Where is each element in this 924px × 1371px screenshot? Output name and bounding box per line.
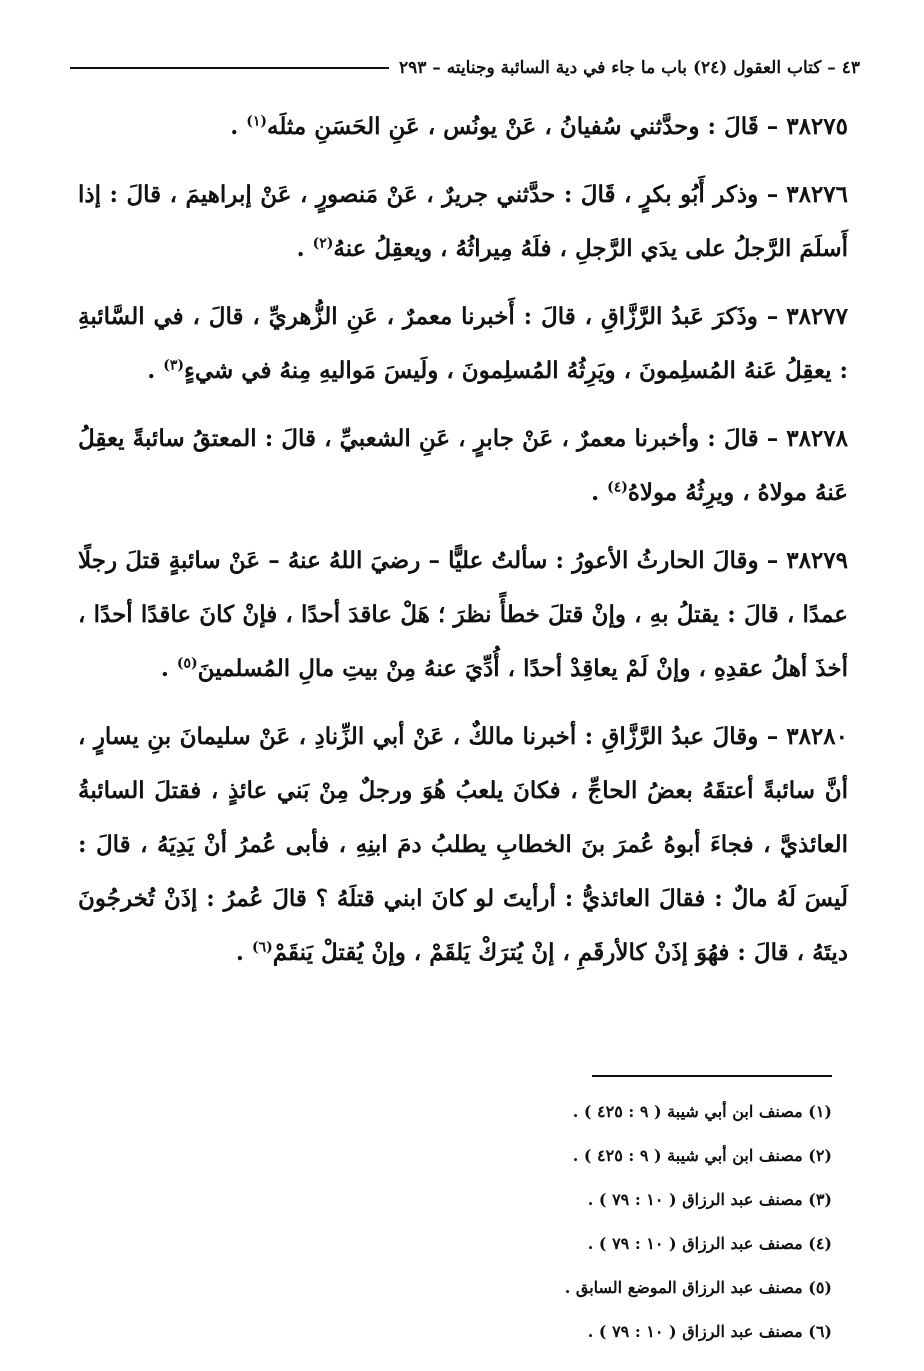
hadith-number: ٣٨٢٧٩: [786, 547, 848, 574]
header-title: ٤٣ – كتاب العقول (٢٤) باب ما جاء في دية السائبة وجنايته – ٢٩٣: [398, 58, 860, 78]
footnote-1: (١) مصنف ابن أبي شيبة ( ٩ : ٤٢٥ ) .: [572, 1102, 832, 1121]
hadith-38277: [78, 290, 848, 398]
footnote-ref: (١): [246, 113, 267, 130]
footnote-ref: (٢): [312, 235, 334, 252]
footnote-4: (٤) مصنف عبد الرزاق ( ١٠ : ٧٩ ) .: [587, 1234, 832, 1253]
hadith-text: – وذكر أَبُو بكرٍ ، قَالَ : حدَّثني جريرٌ ، عَنْ مَنصورٍ ، عَنْ إبراهيمَ ، قالَ : إذا أَسلَمَ الرَّجلُ على يدَي الرَّجلِ ، فلَهُ مِيراثُهُ ، ويعقِلُ عنهُ: [78, 181, 848, 262]
hadith-end: .: [230, 113, 247, 140]
footnote-5: (٥) مصنف عبد الرزاق الموضع السابق .: [564, 1278, 832, 1297]
footnote-ref: (٦): [251, 939, 273, 956]
hadith-number: ٣٨٢٧٨: [786, 425, 848, 452]
running-header: [70, 38, 860, 78]
hadith-number: ٣٨٢٧٦: [786, 181, 848, 208]
hadith-38275: [78, 100, 848, 154]
hadith-text: – قَالَ : وحدَّثني سُفيانُ ، عَنْ يونُس ، عَنِ الحَسَنِ مثلَه: [266, 113, 779, 140]
footnote-6: (٦) مصنف عبد الرزاق ( ١٠ : ٧٩ ) .: [587, 1322, 832, 1341]
hadith-38276: [78, 168, 848, 276]
hadith-38280: [78, 710, 848, 980]
hadith-end: .: [235, 939, 252, 966]
footnote-ref: (٤): [607, 479, 628, 496]
hadith-number: ٣٨٢٧٧: [786, 303, 848, 330]
hadith-text: – وقالَ عبدُ الرَّزَّاقِ : أخبرنا مالكٌ ، عَنْ أبي الزِّنادِ ، عَنْ سليمانَ بنِ يسارٍ ، أنَّ سائبةً أعتقَهُ بعضُ الحاجِّ ، فكانَ يلعبُ هُوَ ورجلٌ مِنْ بَني عائذٍ ، فقتلَ السائبةُ العائذيَّ ، فجاءَ أبوهُ عُمرَ بنَ الخطابِ يطلبُ دمَ ابنِهِ ، فأبى عُمرُ أنْ يَدِيَهُ ، قالَ : لَيسَ لَهُ مالٌ : فقالَ العائذيُّ : أرأيتَ لو كانَ ابني قتلَهُ ؟ قالَ عُمرُ : إذَنْ تُخرجُونَ ديتَهُ ، قالَ : فهُوَ إذَنْ كالأرقَمِ ، إنْ يُترَكْ يَلقَمْ ، وإنْ يُقتلْ يَنقَمْ: [78, 723, 848, 966]
header-rule: [70, 67, 389, 69]
hadith-number: ٣٨٢٧٥: [786, 113, 848, 140]
main-text: [78, 100, 848, 994]
hadith-38279: [78, 534, 848, 696]
footnote-ref: (٣): [163, 357, 185, 374]
hadith-number: ٣٨٢٨٠: [786, 723, 848, 750]
footnote-ref: (٥): [176, 655, 198, 672]
footnote-3: (٣) مصنف عبد الرزاق ( ١٠ : ٧٩ ) .: [587, 1190, 832, 1209]
footnote-separator: [592, 1075, 832, 1077]
hadith-end: .: [296, 235, 313, 262]
footnotes: [272, 1090, 832, 1354]
hadith-text: – وقالَ الحارثُ الأعورُ : سألتُ عليًّا – رضيَ اللهُ عنهُ – عَنْ سائبةٍ قتلَ رجلًا عمدًا ، قالَ : يقتلُ بهِ ، وإنْ قتلَ خطأً نظرَ ؛ هَلْ عاقدَ أحدًا ، فإنْ كانَ عاقدًا أحدًا ، أخذَ أهلُ عقدِهِ ، وإنْ لَمْ يعاقِدْ أحدًا ، أُدِّيَ عنهُ مِنْ بيتِ مالِ المُسلمينَ: [78, 547, 848, 682]
hadith-end: .: [591, 479, 608, 506]
hadith-end: .: [147, 357, 164, 384]
footnote-2: (٢) مصنف ابن أبي شيبة ( ٩ : ٤٢٥ ) .: [572, 1146, 832, 1165]
hadith-text: – وذَكرَ عَبدُ الرَّزَّاقِ ، قالَ : أَخبرنا معمرٌ ، عَنِ الزُّهريِّ ، قالَ ، في السَّائبةِ : يعقِلُ عَنهُ المُسلِمونَ ، ويَرِثُهُ المُسلِمونَ ، ولَيسَ مَواليهِ مِنهُ في شيءٍ: [78, 303, 848, 384]
hadith-38278: [78, 412, 848, 520]
hadith-end: .: [160, 655, 177, 682]
hadith-text: – قالَ : وأخبرنا معمرٌ ، عَنْ جابرٍ ، عَنِ الشعبيِّ ، قالَ : المعتقُ سائبةً يعقِلُ عَنهُ مولاهُ ، ويرِثُهُ مولاهُ: [78, 425, 848, 506]
